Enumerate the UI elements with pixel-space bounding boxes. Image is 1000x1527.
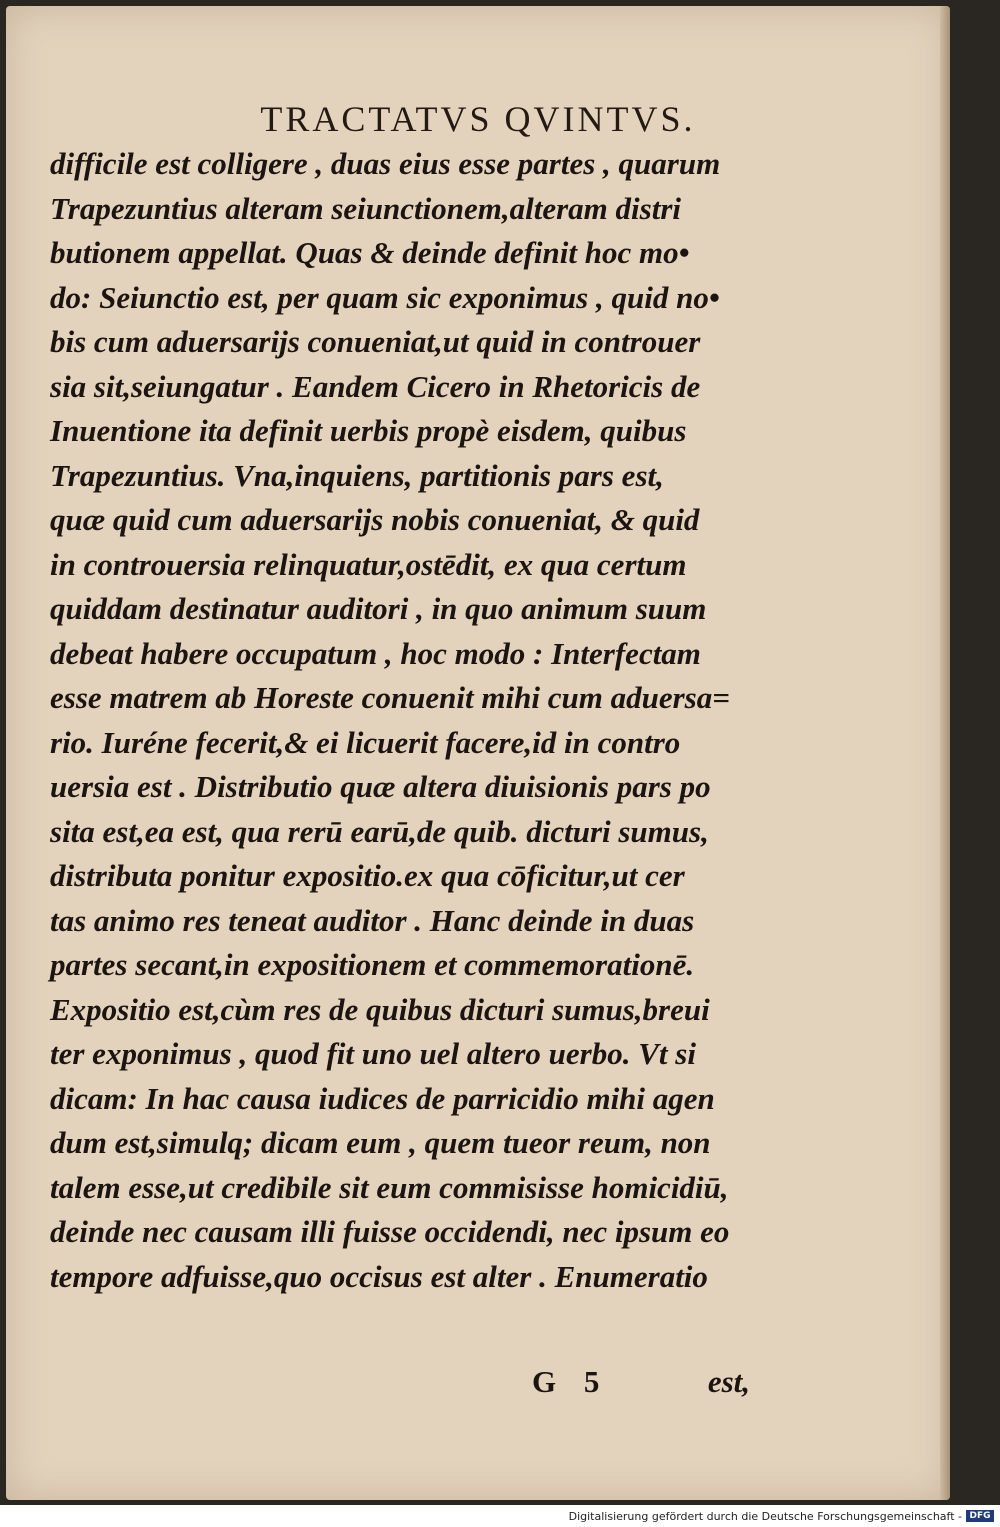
text-line: debeat habere occupatum , hoc modo : Interfectam	[50, 635, 701, 671]
page-footer	[50, 1364, 750, 1408]
text-line: distributa ponitur expositio.ex qua cōficitur,ut cer	[50, 858, 685, 893]
text-line: sita est,ea est, qua rerū earū,de quib. dicturi sumus,	[50, 813, 709, 849]
text-line: esse matrem ab Horeste conuenit mihi cum aduersa=	[50, 680, 730, 715]
digitization-footer	[0, 1505, 1000, 1527]
text-line: in controuersia relinquatur,ostēdit, ex qua certum	[50, 546, 687, 582]
page-edge	[940, 6, 950, 1500]
text-line: dicam: In hac causa iudices de parricidio mihi agen	[50, 1080, 715, 1116]
funding-credit: Digitalisierung gefördert durch die Deutsche Forschungsgemeinschaft -	[568, 1510, 962, 1523]
text-line: dum est,simulq; dicam eum , quem tueor reum, non	[50, 1125, 711, 1160]
text-line: quæ quid cum aduersarijs nobis conueniat, & quid	[50, 502, 700, 537]
text-line: Trapezuntius alteram seiunctionem,alteram distri	[50, 190, 681, 226]
text-line: butionem appellat. Quas & deinde definit hoc mo•	[50, 235, 690, 270]
text-line: bis cum aduersarijs conueniat,ut quid in controuer	[50, 324, 701, 359]
book-page	[6, 6, 950, 1500]
signature-mark: G 5	[532, 1364, 610, 1399]
dfg-logo: DFG	[966, 1510, 994, 1522]
text-line: deinde nec causam illi fuisse occidendi, nec ipsum eo	[50, 1214, 730, 1249]
text-line: difficile est colligere , duas eius esse partes , quarum	[50, 146, 721, 181]
text-line: tempore adfuisse,quo occisus est alter . Enumeratio	[50, 1258, 708, 1294]
text-line: Expositio est,cùm res de quibus dicturi sumus,breui	[50, 991, 710, 1027]
running-head: TRACTATVS QVINTVS.	[260, 99, 696, 139]
catchword: est,	[707, 1364, 750, 1399]
text-line: Inuentione ita definit uerbis propè eisdem, quibus	[50, 413, 687, 448]
text-line: quiddam destinatur auditori , in quo animum suum	[50, 591, 707, 626]
text-line: uersia est . Distributio quæ altera diuisionis pars po	[50, 769, 711, 804]
text-line: Trapezuntius. Vna,inquiens, partitionis pars est,	[50, 457, 664, 493]
text-line: sia sit,seiungatur . Eandem Cicero in Rhetoricis de	[50, 368, 701, 404]
text-line: do: Seiunctio est, per quam sic exponimus , quid no•	[50, 279, 720, 315]
text-line: ter exponimus , quod fit uno uel altero uerbo. Vt si	[50, 1036, 696, 1071]
text-line: partes secant,in expositionem et commemorationē.	[50, 947, 695, 982]
text-line: tas animo res teneat auditor . Hanc deinde in duas	[50, 902, 695, 938]
text-block	[50, 142, 750, 1299]
text-line: talem esse,ut credibile sit eum commisisse homicidiū,	[50, 1169, 729, 1205]
text-line: rio. Iuréne fecerit,& ei licuerit facere,id in contro	[50, 724, 681, 760]
